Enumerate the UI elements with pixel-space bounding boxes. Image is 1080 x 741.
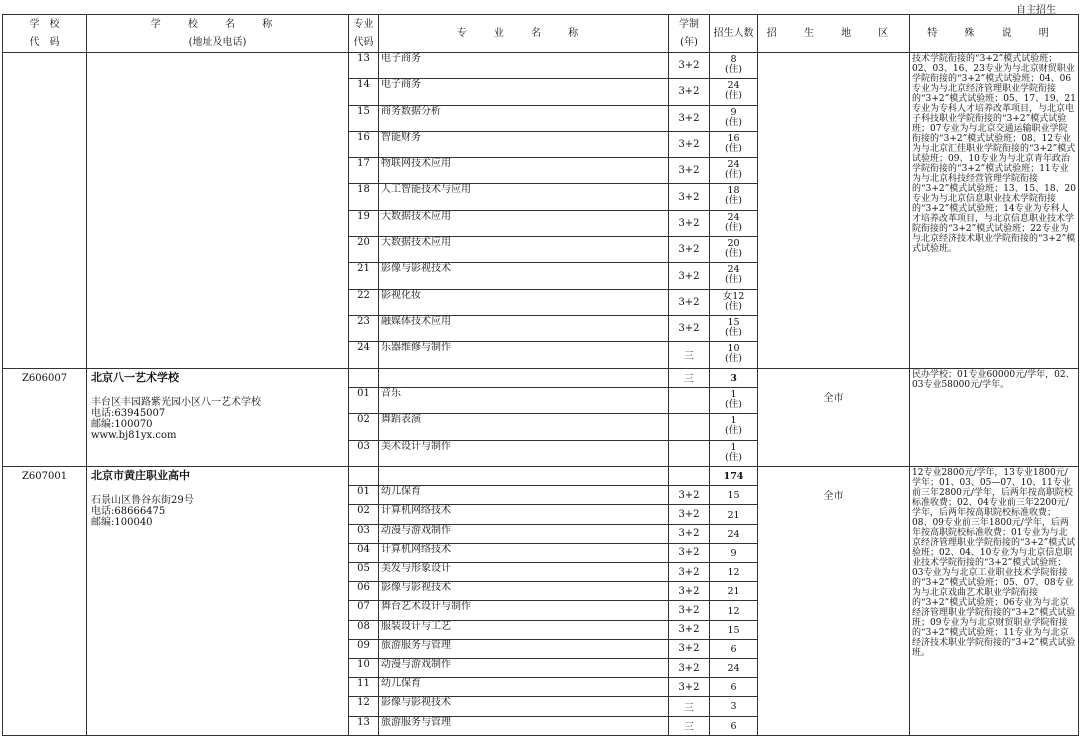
boarding-note: (住) (725, 398, 742, 410)
count-cell: 24 (710, 524, 758, 543)
major-name: 智能财务 (379, 131, 669, 157)
major-name: 人工智能技术与应用 (379, 184, 669, 210)
count-cell: 6 (710, 678, 758, 697)
count-value: 女12 (722, 290, 745, 302)
boarding-note: (住) (725, 195, 742, 207)
special-notes: 民办学校；01专业60000元/学年，02、03专业58000元/学年。 (910, 368, 1079, 467)
count-value: 8 (730, 54, 737, 65)
school-info (87, 368, 349, 467)
area-cell (758, 467, 910, 736)
count-cell (710, 315, 758, 341)
count-cell (710, 79, 758, 105)
major-code (349, 467, 379, 486)
major-name: 影像与影视技术 (379, 263, 669, 289)
count-cell (710, 414, 758, 441)
major-code: 13 (349, 716, 379, 735)
major-name: 融媒体技术应用 (379, 315, 669, 341)
boarding-note: (住) (725, 169, 742, 181)
count-value: 24 (727, 80, 740, 92)
major-name: 乐器维修与制作 (379, 342, 669, 368)
years-value: 三 (669, 697, 710, 716)
boarding-note: (住) (725, 326, 742, 338)
total-count: 3 (710, 368, 758, 387)
years-value: 3+2 (669, 658, 710, 677)
major-code: 01 (349, 387, 379, 414)
major-code: 20 (349, 237, 379, 263)
count-cell: 3 (710, 697, 758, 716)
major-name: 电子商务 (379, 53, 669, 79)
major-code: 01 (349, 486, 379, 505)
enrollment-table (2, 14, 1079, 736)
major-code: 04 (349, 543, 379, 562)
special-notes: 技术学院衔接的“3+2”模式试验班；02、03、16、23专业为与北京财贸职业学院衔接的“3+2”模式试验班；04、06专业为与北京经济管理职业学院衔接的“3+2”模式试验班；05、17、19、21专业为专科人才培养改革项目，与北京电子科技职业学院衔接的“3+2”模式试验班；07专业为与北京交通运输职业学院衔接的“3+2”模式试验班；08、12专业为与北京汇佳职业学院衔接的“3+2”模式试验班；09、10专业为与北京青年政治学院衔接的“3+2”模式试验班；11专业为与北京科技经营管理学院衔接的“3+2”模式试验班；13、15、18、20专业为与北京信息职业技术学院衔接的“3+2”模式试验班；14专业为专科人才培养改革项目，与北京信息职业技术学院衔接的“3+2”模式试验班；22专业为与北京经济技术职业学院衔接的“3+2”模式试验班。 (910, 53, 1079, 369)
count-value: 1 (730, 441, 737, 453)
major-name: 幼儿保育 (379, 486, 669, 505)
major-name: 物联网技术应用 (379, 158, 669, 184)
major-name: 幼儿保育 (379, 678, 669, 697)
count-cell (710, 53, 758, 79)
major-name: 大数据技术应用 (379, 210, 669, 236)
count-cell: 21 (710, 505, 758, 524)
major-name: 美发与形象设计 (379, 563, 669, 582)
major-name: 计算机网络技术 (379, 543, 669, 562)
major-code: 23 (349, 315, 379, 341)
years-value: 3+2 (669, 678, 710, 697)
total-count: 174 (710, 467, 758, 486)
major-code: 11 (349, 678, 379, 697)
years-value: 3+2 (669, 620, 710, 639)
count-value: 24 (727, 264, 740, 276)
count-cell: 21 (710, 582, 758, 601)
years-value: 三 (669, 342, 710, 368)
major-code: 14 (349, 79, 379, 105)
count-cell: 6 (710, 716, 758, 735)
count-cell (710, 440, 758, 467)
major-code: 03 (349, 440, 379, 467)
header-count: 招生人数 (710, 15, 758, 53)
count-cell: 15 (710, 620, 758, 639)
years-value: 3+2 (669, 263, 710, 289)
school-address: 石景山区鲁谷东街29号 (91, 495, 194, 507)
header-major-name: 专 业 名 称 (379, 15, 669, 53)
school-code: Z606007 (3, 368, 87, 467)
years-value: 3+2 (669, 210, 710, 236)
special-notes: 12专业2800元/学年，13专业1800元/学年；01、03、05—07、10、11专业前三年2800元/学年，后两年按高职院校标准收费；02、04专业前三年2200元/学年，后两年按高职院校标准收费；08、09专业前三年1800元/学年，后两年按高职院校标准收费；01专业为与北京经济管理职业学院衔接的“3+2”模式试验班；02、04、10专业为与北京信息职业技术学院衔接的“3+2”模式试验班；03专业为与北京工业职业技术学院衔接的“3+2”模式试验班；05、07、08专业为与北京戏曲艺术职业学院衔接的“3+2”模式试验班；06专业为与北京经济管理职业学院衔接的“3+2”模式试验班；09专业为与北京财贸职业学院衔接的“3+2”模式试验班；11专业为与北京经济技术职业学院衔接的“3+2”模式试验班。 (910, 467, 1079, 736)
count-cell (710, 131, 758, 157)
major-code: 12 (349, 697, 379, 716)
school-summary-row (3, 368, 1079, 387)
boarding-note: (住) (725, 353, 742, 365)
boarding-note: (住) (725, 64, 742, 75)
header-years: 学制 (年) (669, 15, 710, 53)
school-code: Z607001 (3, 467, 87, 736)
major-code: 15 (349, 105, 379, 131)
years-value: 3+2 (669, 639, 710, 658)
count-cell: 9 (710, 543, 758, 562)
years-value: 3+2 (669, 543, 710, 562)
major-name: 舞台艺术设计与制作 (379, 601, 669, 620)
section-label: 自主招生 (1016, 5, 1056, 16)
count-value: 15 (727, 316, 740, 328)
major-name: 旅游服务与管理 (379, 639, 669, 658)
major-code: 10 (349, 658, 379, 677)
years-value: 3+2 (669, 53, 710, 79)
count-value: 24 (727, 211, 740, 223)
count-cell (710, 158, 758, 184)
count-value: 10 (727, 343, 740, 355)
boarding-note: (住) (725, 451, 742, 463)
school-postcode: 邮编:100040 (91, 517, 153, 529)
major-name: 大数据技术应用 (379, 237, 669, 263)
years-value: 3+2 (669, 289, 710, 315)
count-cell: 12 (710, 563, 758, 582)
major-code: 13 (349, 53, 379, 79)
major-name: 服装设计与工艺 (379, 620, 669, 639)
years-value: 3+2 (669, 486, 710, 505)
major-name (379, 368, 669, 387)
years-value: 3+2 (669, 601, 710, 620)
count-value: 9 (730, 106, 737, 118)
major-name: 商务数据分析 (379, 105, 669, 131)
count-cell (710, 289, 758, 315)
major-name: 影像与影视技术 (379, 582, 669, 601)
count-value: 16 (727, 132, 740, 144)
count-cell (710, 210, 758, 236)
boarding-note: (住) (725, 274, 742, 286)
major-name: 旅游服务与管理 (379, 716, 669, 735)
boarding-note: (住) (725, 300, 742, 312)
count-cell (710, 387, 758, 414)
school-postcode: 邮编:100070 (91, 418, 153, 430)
years-value: 3+2 (669, 582, 710, 601)
years-value (669, 467, 710, 486)
boarding-note: (住) (725, 142, 742, 154)
header-school-code: 学 校 代 码 (3, 15, 87, 53)
years-value (669, 440, 710, 467)
school-phone: 电话:63945007 (91, 407, 166, 419)
count-cell: 6 (710, 639, 758, 658)
header-area: 招 生 地 区 (758, 15, 910, 53)
major-name: 动漫与游戏制作 (379, 524, 669, 543)
school-website: www.bj81yx.com (91, 429, 177, 441)
major-name: 美术设计与制作 (379, 440, 669, 467)
major-name: 动漫与游戏制作 (379, 658, 669, 677)
area-value: 全市 (823, 491, 844, 503)
major-code: 18 (349, 184, 379, 210)
years-value (669, 414, 710, 441)
major-name: 影像与影视技术 (379, 697, 669, 716)
major-code: 21 (349, 263, 379, 289)
boarding-note: (住) (725, 221, 742, 233)
header-row (3, 15, 1079, 53)
major-code: 19 (349, 210, 379, 236)
count-cell: 15 (710, 486, 758, 505)
boarding-note: (住) (725, 425, 742, 437)
school-code-cell (3, 53, 87, 369)
school-info-cell (87, 53, 349, 369)
count-cell: 24 (710, 658, 758, 677)
major-name: 电子商务 (379, 79, 669, 105)
header-notes: 特 殊 说 明 (910, 15, 1079, 53)
count-cell (710, 342, 758, 368)
major-name: 舞蹈表演 (379, 414, 669, 441)
count-value: 1 (730, 415, 737, 427)
area-value: 全市 (823, 392, 844, 404)
table-row (3, 53, 1079, 79)
years-value: 3+2 (669, 79, 710, 105)
major-name: 音乐 (379, 387, 669, 414)
major-code: 02 (349, 414, 379, 441)
count-value: 24 (727, 159, 740, 171)
years-value (669, 387, 710, 414)
header-major-code: 专业 代码 (349, 15, 379, 53)
count-cell (710, 105, 758, 131)
header-school-name: 学 校 名 称 (地址及电话) (87, 15, 349, 53)
major-code: 02 (349, 505, 379, 524)
years-value: 3+2 (669, 237, 710, 263)
count-cell (710, 237, 758, 263)
major-name: 计算机网络技术 (379, 505, 669, 524)
major-code: 03 (349, 524, 379, 543)
major-code: 07 (349, 601, 379, 620)
major-code (349, 368, 379, 387)
count-cell: 12 (710, 601, 758, 620)
years-value: 3+2 (669, 563, 710, 582)
major-code: 08 (349, 620, 379, 639)
years-value: 三 (669, 716, 710, 735)
years-value: 3+2 (669, 131, 710, 157)
years-value: 3+2 (669, 505, 710, 524)
years-value: 3+2 (669, 184, 710, 210)
years-value: 3+2 (669, 524, 710, 543)
count-cell (710, 263, 758, 289)
school-name: 北京市黄庄职业高中 (91, 469, 190, 483)
boarding-note: (住) (725, 116, 742, 128)
school-summary-row (3, 467, 1079, 486)
major-code: 09 (349, 639, 379, 658)
count-cell (710, 184, 758, 210)
major-code: 06 (349, 582, 379, 601)
years-value: 3+2 (669, 105, 710, 131)
major-code: 22 (349, 289, 379, 315)
boarding-note: (住) (725, 90, 742, 102)
major-code: 17 (349, 158, 379, 184)
years-value: 三 (669, 368, 710, 387)
school-name: 北京八一艺术学校 (91, 370, 179, 384)
school-address: 丰台区丰园路紫光园小区八一艺术学校 (91, 396, 261, 408)
major-code: 24 (349, 342, 379, 368)
major-code: 16 (349, 131, 379, 157)
area-cell (758, 53, 910, 369)
major-name (379, 467, 669, 486)
count-value: 1 (730, 388, 737, 400)
count-value: 18 (727, 185, 740, 197)
major-name: 影视化妆 (379, 289, 669, 315)
area-cell (758, 368, 910, 467)
years-value: 3+2 (669, 158, 710, 184)
school-phone: 电话:68666475 (91, 506, 166, 518)
boarding-note: (住) (725, 248, 742, 260)
years-value: 3+2 (669, 315, 710, 341)
count-value: 20 (727, 238, 740, 250)
school-info (87, 467, 349, 736)
major-code: 05 (349, 563, 379, 582)
